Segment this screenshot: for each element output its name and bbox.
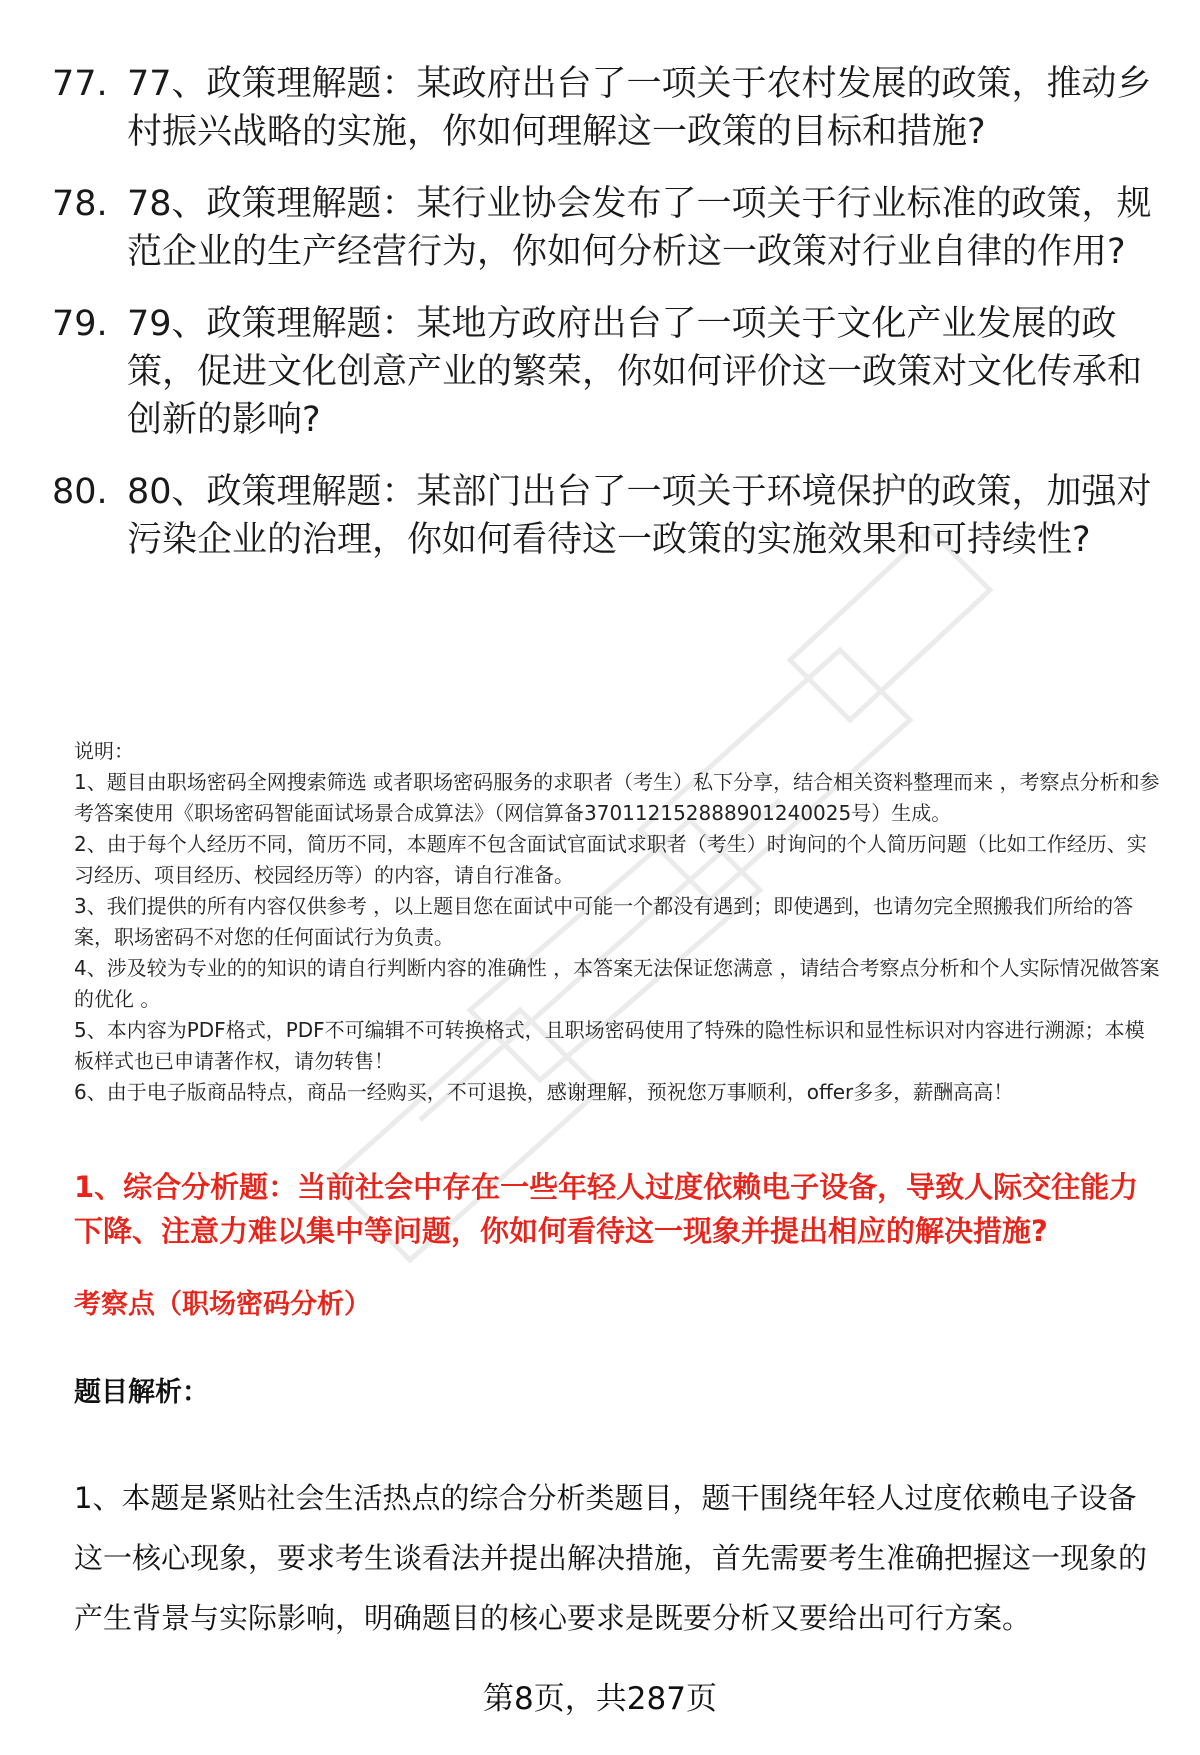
note-item: 5、本内容为PDF格式，PDF不可编辑不可转换格式，且职场密码使用了特殊的隐性标识和显性标识对内容进行溯源；本模板样式也已申请著作权，请勿转售！ — [74, 1018, 1145, 1073]
question-number: 79. — [52, 304, 108, 344]
page-footer: 第8页，共287页 — [483, 1681, 717, 1717]
question-number: 77. — [52, 64, 108, 104]
question-item — [52, 180, 1152, 276]
question-text: 79、政策理解题：某地方政府出台了一项关于文化产业发展的政策，促进文化创意产业的繁荣，你如何评价这一政策对文化传承和创新的影响? — [127, 304, 1143, 440]
question-list — [52, 60, 1152, 588]
analysis-body: 1、本题是紧贴社会生活热点的综合分析类题目，题干围绕年轻人过度依赖电子设备这一核心现象，要求考生谈看法并提出解决措施，首先需要考生准确把握这一现象的产生背景与实际影响，明确题目的核心要求是既要分析又要给出可行方案。 — [74, 1481, 1148, 1635]
notes-title: 说明： — [74, 739, 134, 763]
exam-point-heading: 考察点（职场密码分析） — [74, 1289, 371, 1320]
note-item: 2、由于每个人经历不同，简历不同，本题库不包含面试官面试求职者（考生）时询问的个人简历问题（比如工作经历、实习经历、项目经历、校园经历等）的内容，请自行准备。 — [74, 832, 1147, 887]
question-item — [52, 60, 1152, 156]
note-item: 1、题目由职场密码全网搜索筛选 或者职场密码服务的求职者（考生）私下分享，结合相关资料整理而来 ，考察点分析和参考答案使用《职场密码智能面试场景合成算法》（网信算备370112152888901240025号）生成。 — [74, 770, 1160, 825]
question-text: 78、政策理解题：某行业协会发布了一项关于行业标准的政策，规范企业的生产经营行为，你如何分析这一政策对行业自律的作用? — [127, 184, 1152, 272]
note-item: 4、涉及较为专业的的知识的请自行判断内容的准确性 ，本答案无法保证您满意 ，请结合考察点分析和个人实际情况做答案的优化 。 — [74, 956, 1160, 1011]
question-number: 78. — [52, 184, 108, 224]
question-text: 77、政策理解题：某政府出台了一项关于农村发展的政策，推动乡村振兴战略的实施，你如何理解这一政策的目标和措施? — [127, 64, 1152, 152]
analysis-heading: 题目解析： — [74, 1377, 209, 1408]
highlight-question: 1、综合分析题：当前社会中存在一些年轻人过度依赖电子设备，导致人际交往能力下降、注意力难以集中等问题，你如何看待这一现象并提出相应的解决措施? — [74, 1170, 1139, 1248]
note-item: 3、我们提供的所有内容仅供参考 ，以上题目您在面试中可能一个都没有遇到；即使遇到，也请勿完全照搬我们所给的答案，职场密码不对您的任何面试行为负责。 — [74, 894, 1134, 949]
question-item — [52, 468, 1152, 564]
question-number: 80. — [52, 472, 108, 512]
question-item — [52, 300, 1152, 444]
notes-section — [74, 736, 1164, 1108]
question-text: 80、政策理解题：某部门出台了一项关于环境保护的政策，加强对污染企业的治理，你如何看待这一政策的实施效果和可持续性? — [127, 472, 1152, 560]
note-item: 6、由于电子版商品特点，商品一经购买，不可退换，感谢理解，预祝您万事顺利，offer多多，薪酬高高！ — [74, 1080, 1014, 1104]
